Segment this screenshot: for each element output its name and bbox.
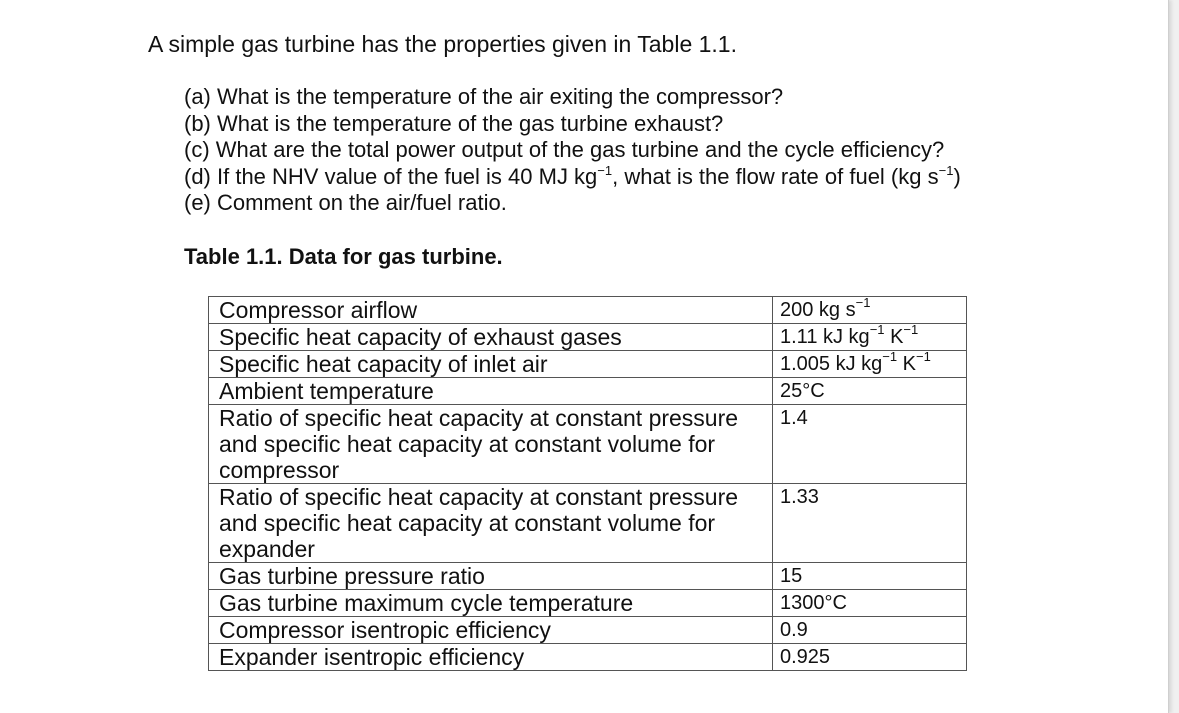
table-row (209, 297, 967, 324)
table-row (209, 351, 967, 378)
value-cell (773, 324, 967, 351)
question-d-text-1: (d) If the NHV value of the fuel is 40 MJ kg (184, 163, 598, 189)
table-row (209, 324, 967, 351)
value-cell: 15 (773, 563, 967, 590)
property-cell: Ambient temperature (209, 378, 773, 405)
superscript: −1 (916, 349, 931, 364)
superscript: −1 (597, 162, 613, 178)
property-cell: Ratio of specific heat capacity at constant pressure and specific heat capacity at constant volume for expander (209, 484, 773, 563)
value-cell: 1.33 (773, 484, 967, 563)
question-c: (c) What are the total power output of the gas turbine and the cycle efficiency? (184, 137, 945, 162)
question-e: (e) Comment on the air/fuel ratio. (184, 190, 507, 215)
property-cell: Compressor isentropic efficiency (209, 617, 773, 644)
value-cell: 1300°C (773, 590, 967, 617)
intro-text: A simple gas turbine has the properties given in Table 1.1. (148, 31, 737, 57)
table-row (209, 644, 967, 671)
value-cell: 1.4 (773, 405, 967, 484)
superscript: −1 (903, 322, 919, 337)
question-list (184, 84, 961, 217)
property-cell: Ratio of specific heat capacity at constant pressure and specific heat capacity at constant volume for compressor (209, 405, 773, 484)
value-cell: 0.9 (773, 617, 967, 644)
table-row (209, 590, 967, 617)
gas-turbine-data-table (208, 296, 967, 671)
property-cell: Expander isentropic efficiency (209, 644, 773, 671)
property-cell: Specific heat capacity of inlet air (209, 351, 773, 378)
value-unit: K (884, 326, 904, 348)
value-cell: 0.925 (773, 644, 967, 671)
superscript: −1 (855, 295, 871, 310)
property-cell: Gas turbine pressure ratio (209, 563, 773, 590)
table-row (209, 563, 967, 590)
value-text: 200 kg s (780, 299, 856, 321)
table-row (209, 405, 967, 484)
question-d-text-2: , what is the flow rate of fuel (kg s (612, 163, 939, 189)
question-a: (a) What is the temperature of the air exiting the compressor? (184, 84, 784, 109)
question-d-text-3: ) (953, 163, 961, 189)
value-text: 1.11 kJ kg (780, 326, 870, 348)
question-b: (b) What is the temperature of the gas turbine exhaust? (184, 110, 724, 136)
question-d (184, 164, 961, 191)
value-cell: 25°C (773, 378, 967, 405)
value-unit: K (897, 353, 917, 375)
superscript: −1 (869, 322, 885, 337)
property-cell: Compressor airflow (209, 297, 773, 324)
superscript: −1 (938, 162, 954, 178)
table-row (209, 378, 967, 405)
table-caption: Table 1.1. Data for gas turbine. (184, 244, 503, 269)
superscript: −1 (882, 349, 898, 364)
value-cell (773, 297, 967, 324)
property-cell: Gas turbine maximum cycle temperature (209, 590, 773, 617)
table-row (209, 484, 967, 563)
property-cell: Specific heat capacity of exhaust gases (209, 324, 773, 351)
value-text: 1.005 kJ kg (780, 353, 883, 375)
table-row (209, 617, 967, 644)
value-cell (773, 351, 967, 378)
